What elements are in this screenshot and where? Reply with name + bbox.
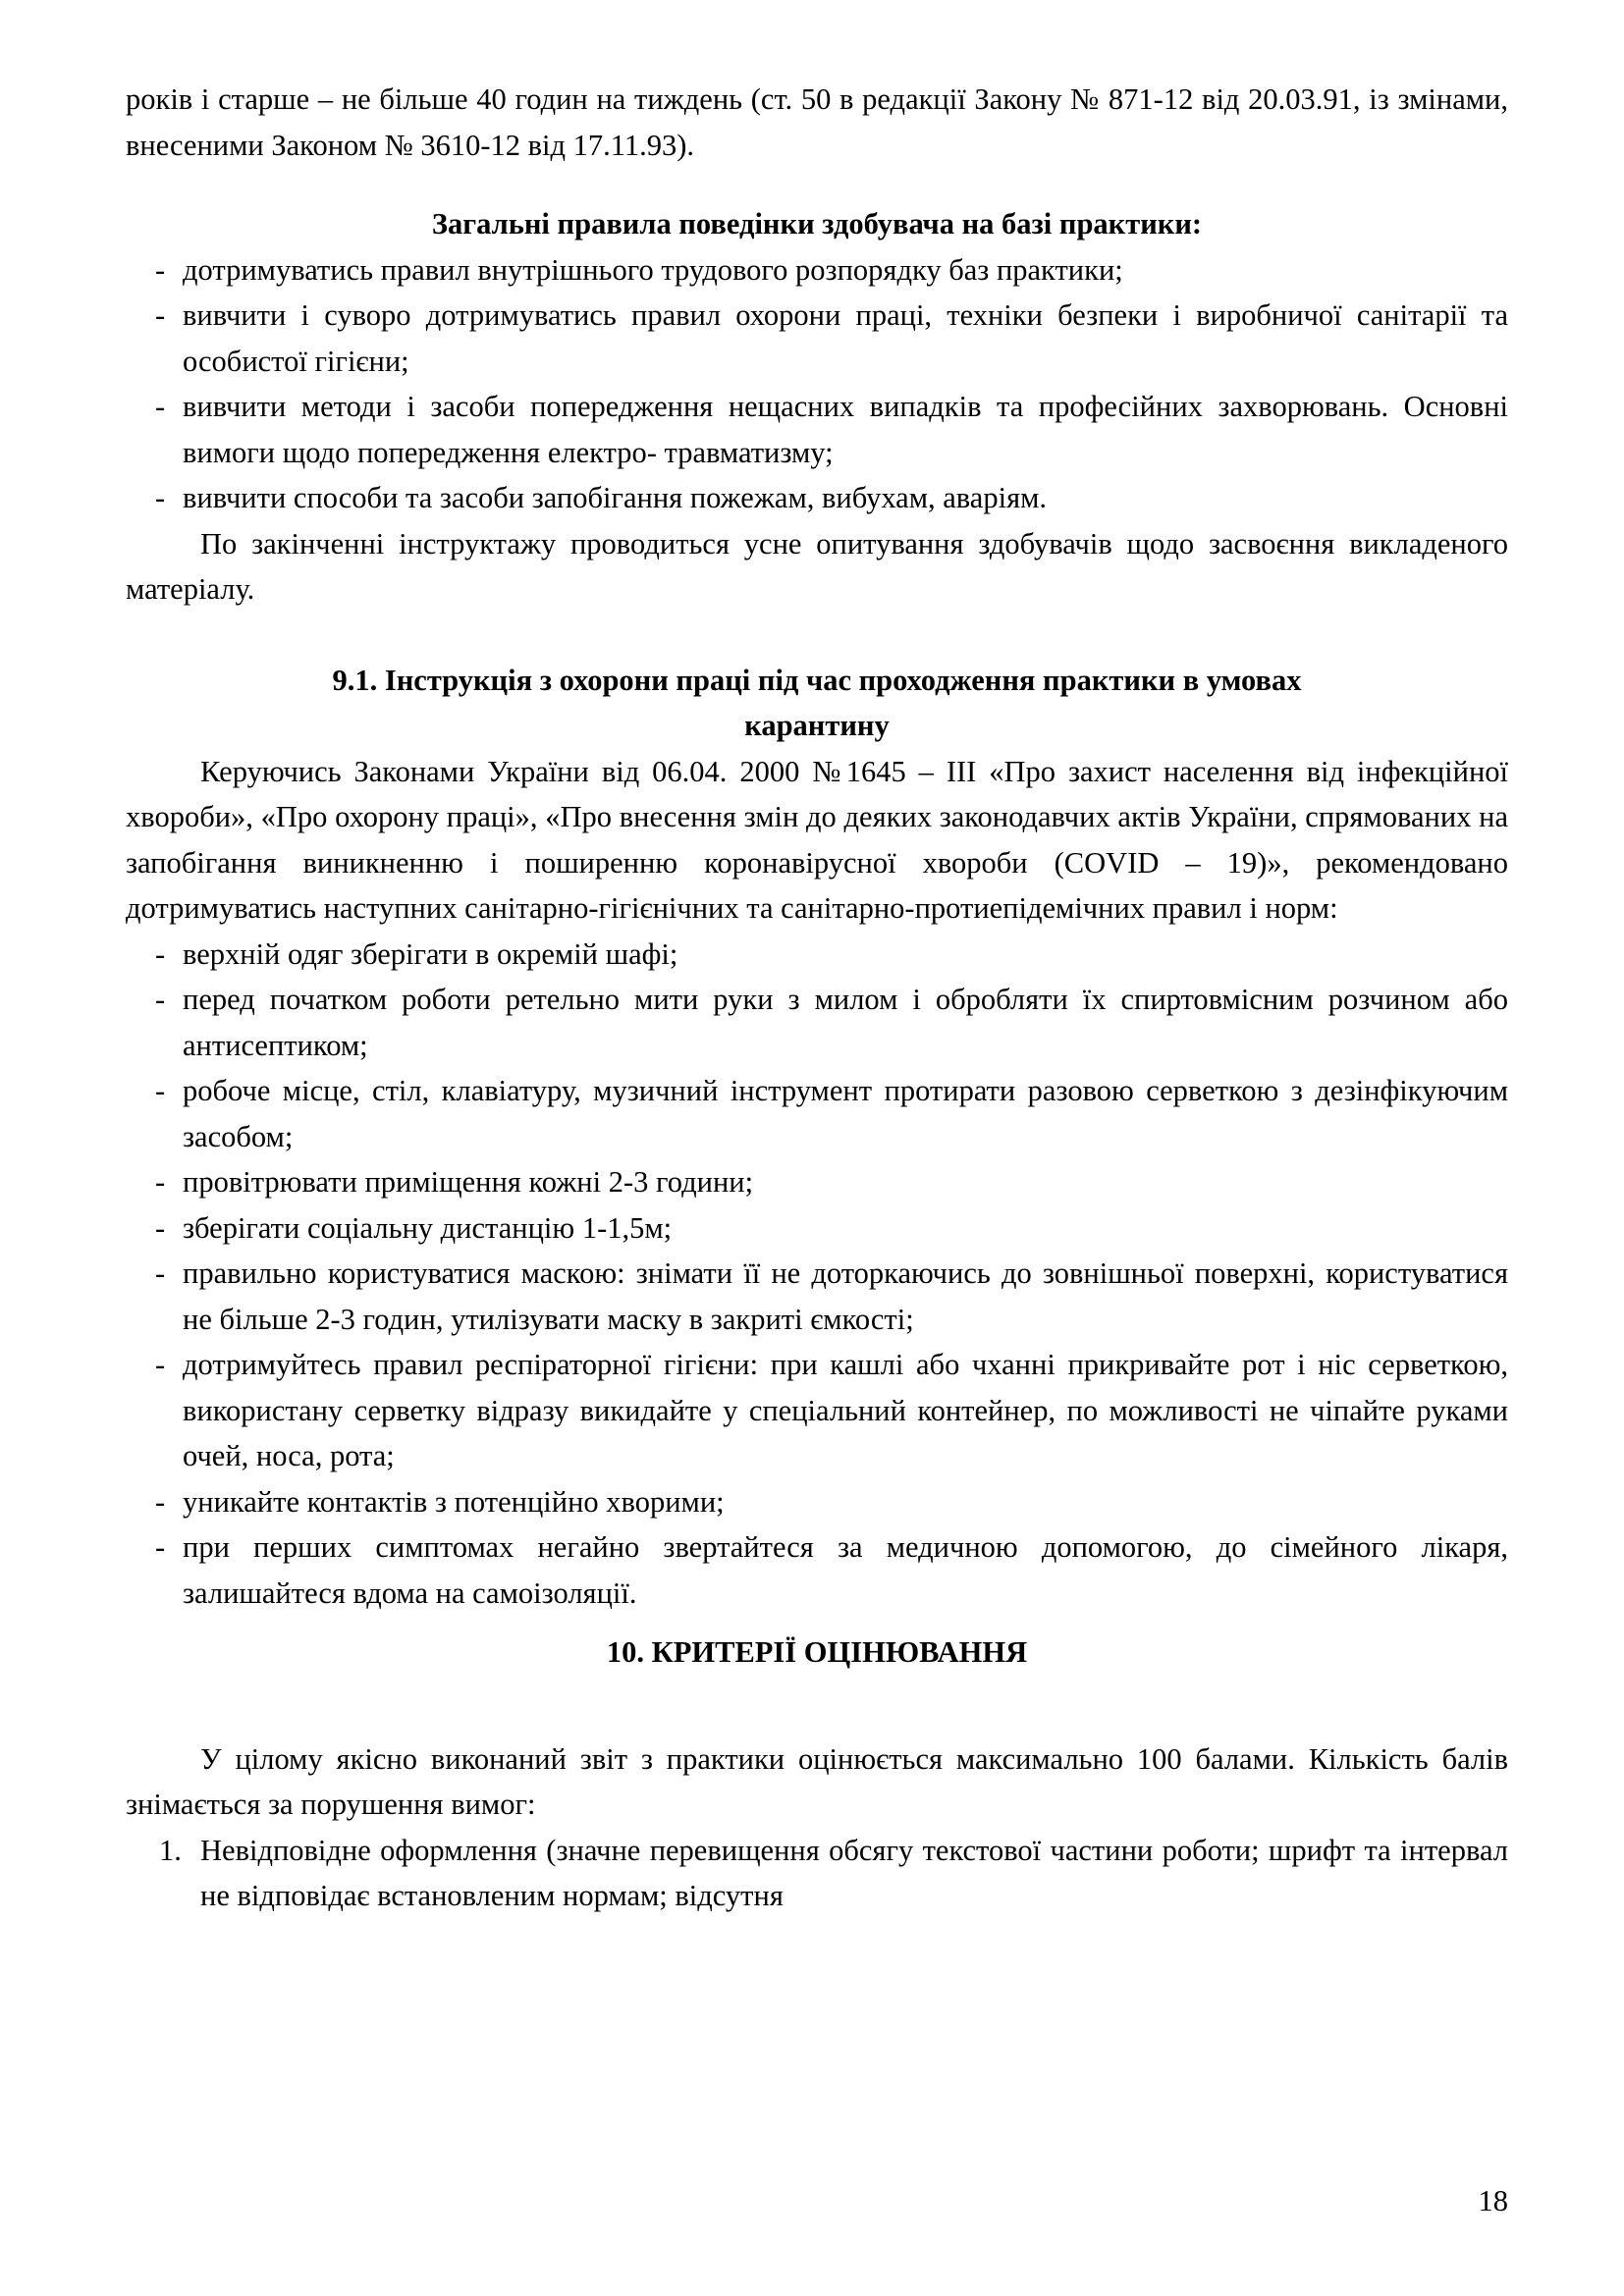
list-item: - провітрювати приміщення кожні 2-3 години; bbox=[126, 1159, 1508, 1205]
list-item: - дотримуватись правил внутрішнього трудового розпорядку баз практики; bbox=[126, 247, 1508, 294]
list-item: - вивчити і суворо дотримуватись правил охорони праці, техніки безпеки і виробничої санітарії та особистої гігієни; bbox=[126, 293, 1508, 384]
spacer bbox=[126, 613, 1508, 658]
general-rules-heading: Загальні правила поведінки здобувача на базі практики: bbox=[431, 207, 1203, 240]
section-9-1-heading-line-1: 9.1. Інструкція з охорони праці під час проходження практики в умовах bbox=[332, 663, 1302, 697]
criteria-list bbox=[126, 1828, 1508, 1919]
list-item: - верхній одяг зберігати в окремій шафі; bbox=[126, 932, 1508, 978]
page-number: 18 bbox=[1478, 2183, 1508, 2217]
section-9-1-heading-line-2: карантину bbox=[744, 709, 890, 742]
intro-paragraph: років і старше – не більше 40 годин на тиждень (ст. 50 в редакції Закону № 871-12 від 20.03.91, із змінами, внесеними Законом № 3610-12 від 17.11.93). bbox=[126, 82, 1508, 162]
general-rules-list bbox=[126, 247, 1508, 521]
list-item: - правильно користуватися маскою: знімати її не доторкаючись до зовнішньої поверхні, користуватися не більше 2-3 годин, утилізувати маску в закриті ємкості; bbox=[126, 1251, 1508, 1342]
list-item: Невідповідне оформлення (значне перевищення обсягу текстової частини роботи; шрифт та інтервал не відповідає встановленим нормам; відсутня bbox=[200, 1833, 1508, 1912]
list-item: - вивчити методи і засоби попередження нещасних випадків та професійних захворювань. Основні вимоги щодо попередження електро- травматизму; bbox=[126, 384, 1508, 475]
quarantine-rules-list bbox=[126, 932, 1508, 1617]
list-item: - уникайте контактів з потенційно хворими; bbox=[126, 1479, 1508, 1525]
section-9-1-heading bbox=[126, 658, 1508, 749]
quarantine-intro-paragraph: Керуючись Законами України від 06.04. 2000 №1645 – ІІІ «Про захист населення від інфекційної хвороби», «Про охорону праці», «Про внесення змін до деяких законодавчих актів України, спрямованих на запобігання виникненню і поширенню коронавірусної хвороби (COVID – 19)», рекомендовано дотримуватись наступних санітарно-гігієнічних та санітарно-протиепідемічних правил і норм: bbox=[126, 754, 1508, 925]
after-instruction-paragraph: По закінченні інструктажу проводиться усне опитування здобувачів щодо засвоєння викладеного матеріалу. bbox=[126, 526, 1508, 606]
list-item: - робоче місце, стіл, клавіатуру, музичний інструмент протирати разовою серветкою з дезінфікуючим засобом; bbox=[126, 1068, 1508, 1159]
spacer bbox=[126, 168, 1508, 201]
list-item: - дотримуйтесь правил респіраторної гігієни: при кашлі або чханні прикривайте рот і ніс серветкою, використану серветку відразу викидайте у спеціальний контейнер, по можливості не чіпайте руками очей, носа, рота; bbox=[126, 1342, 1508, 1479]
spacer bbox=[126, 1616, 1508, 1629]
spacer bbox=[126, 1676, 1508, 1736]
criteria-intro-paragraph: У цілому якісно виконаний звіт з практики оцінюється максимально 100 балами. Кількість балів знімається за порушення вимог: bbox=[126, 1741, 1508, 1821]
list-item: - при перших симптомах негайно звертайтеся за медичною допомогою, до сімейного лікаря, залишайтеся вдома на самоізоляції. bbox=[126, 1524, 1508, 1616]
list-item: - вивчити способи та засоби запобігання пожежам, вибухам, аваріям. bbox=[126, 475, 1508, 521]
list-item: - зберігати соціальну дистанцію 1-1,5м; bbox=[126, 1205, 1508, 1252]
list-item: - перед початком роботи ретельно мити руки з милом і обробляти їх спиртовмісним розчином або антисептиком; bbox=[126, 977, 1508, 1068]
section-10-heading: 10. КРИТЕРІЇ ОЦІНЮВАННЯ bbox=[606, 1635, 1028, 1669]
